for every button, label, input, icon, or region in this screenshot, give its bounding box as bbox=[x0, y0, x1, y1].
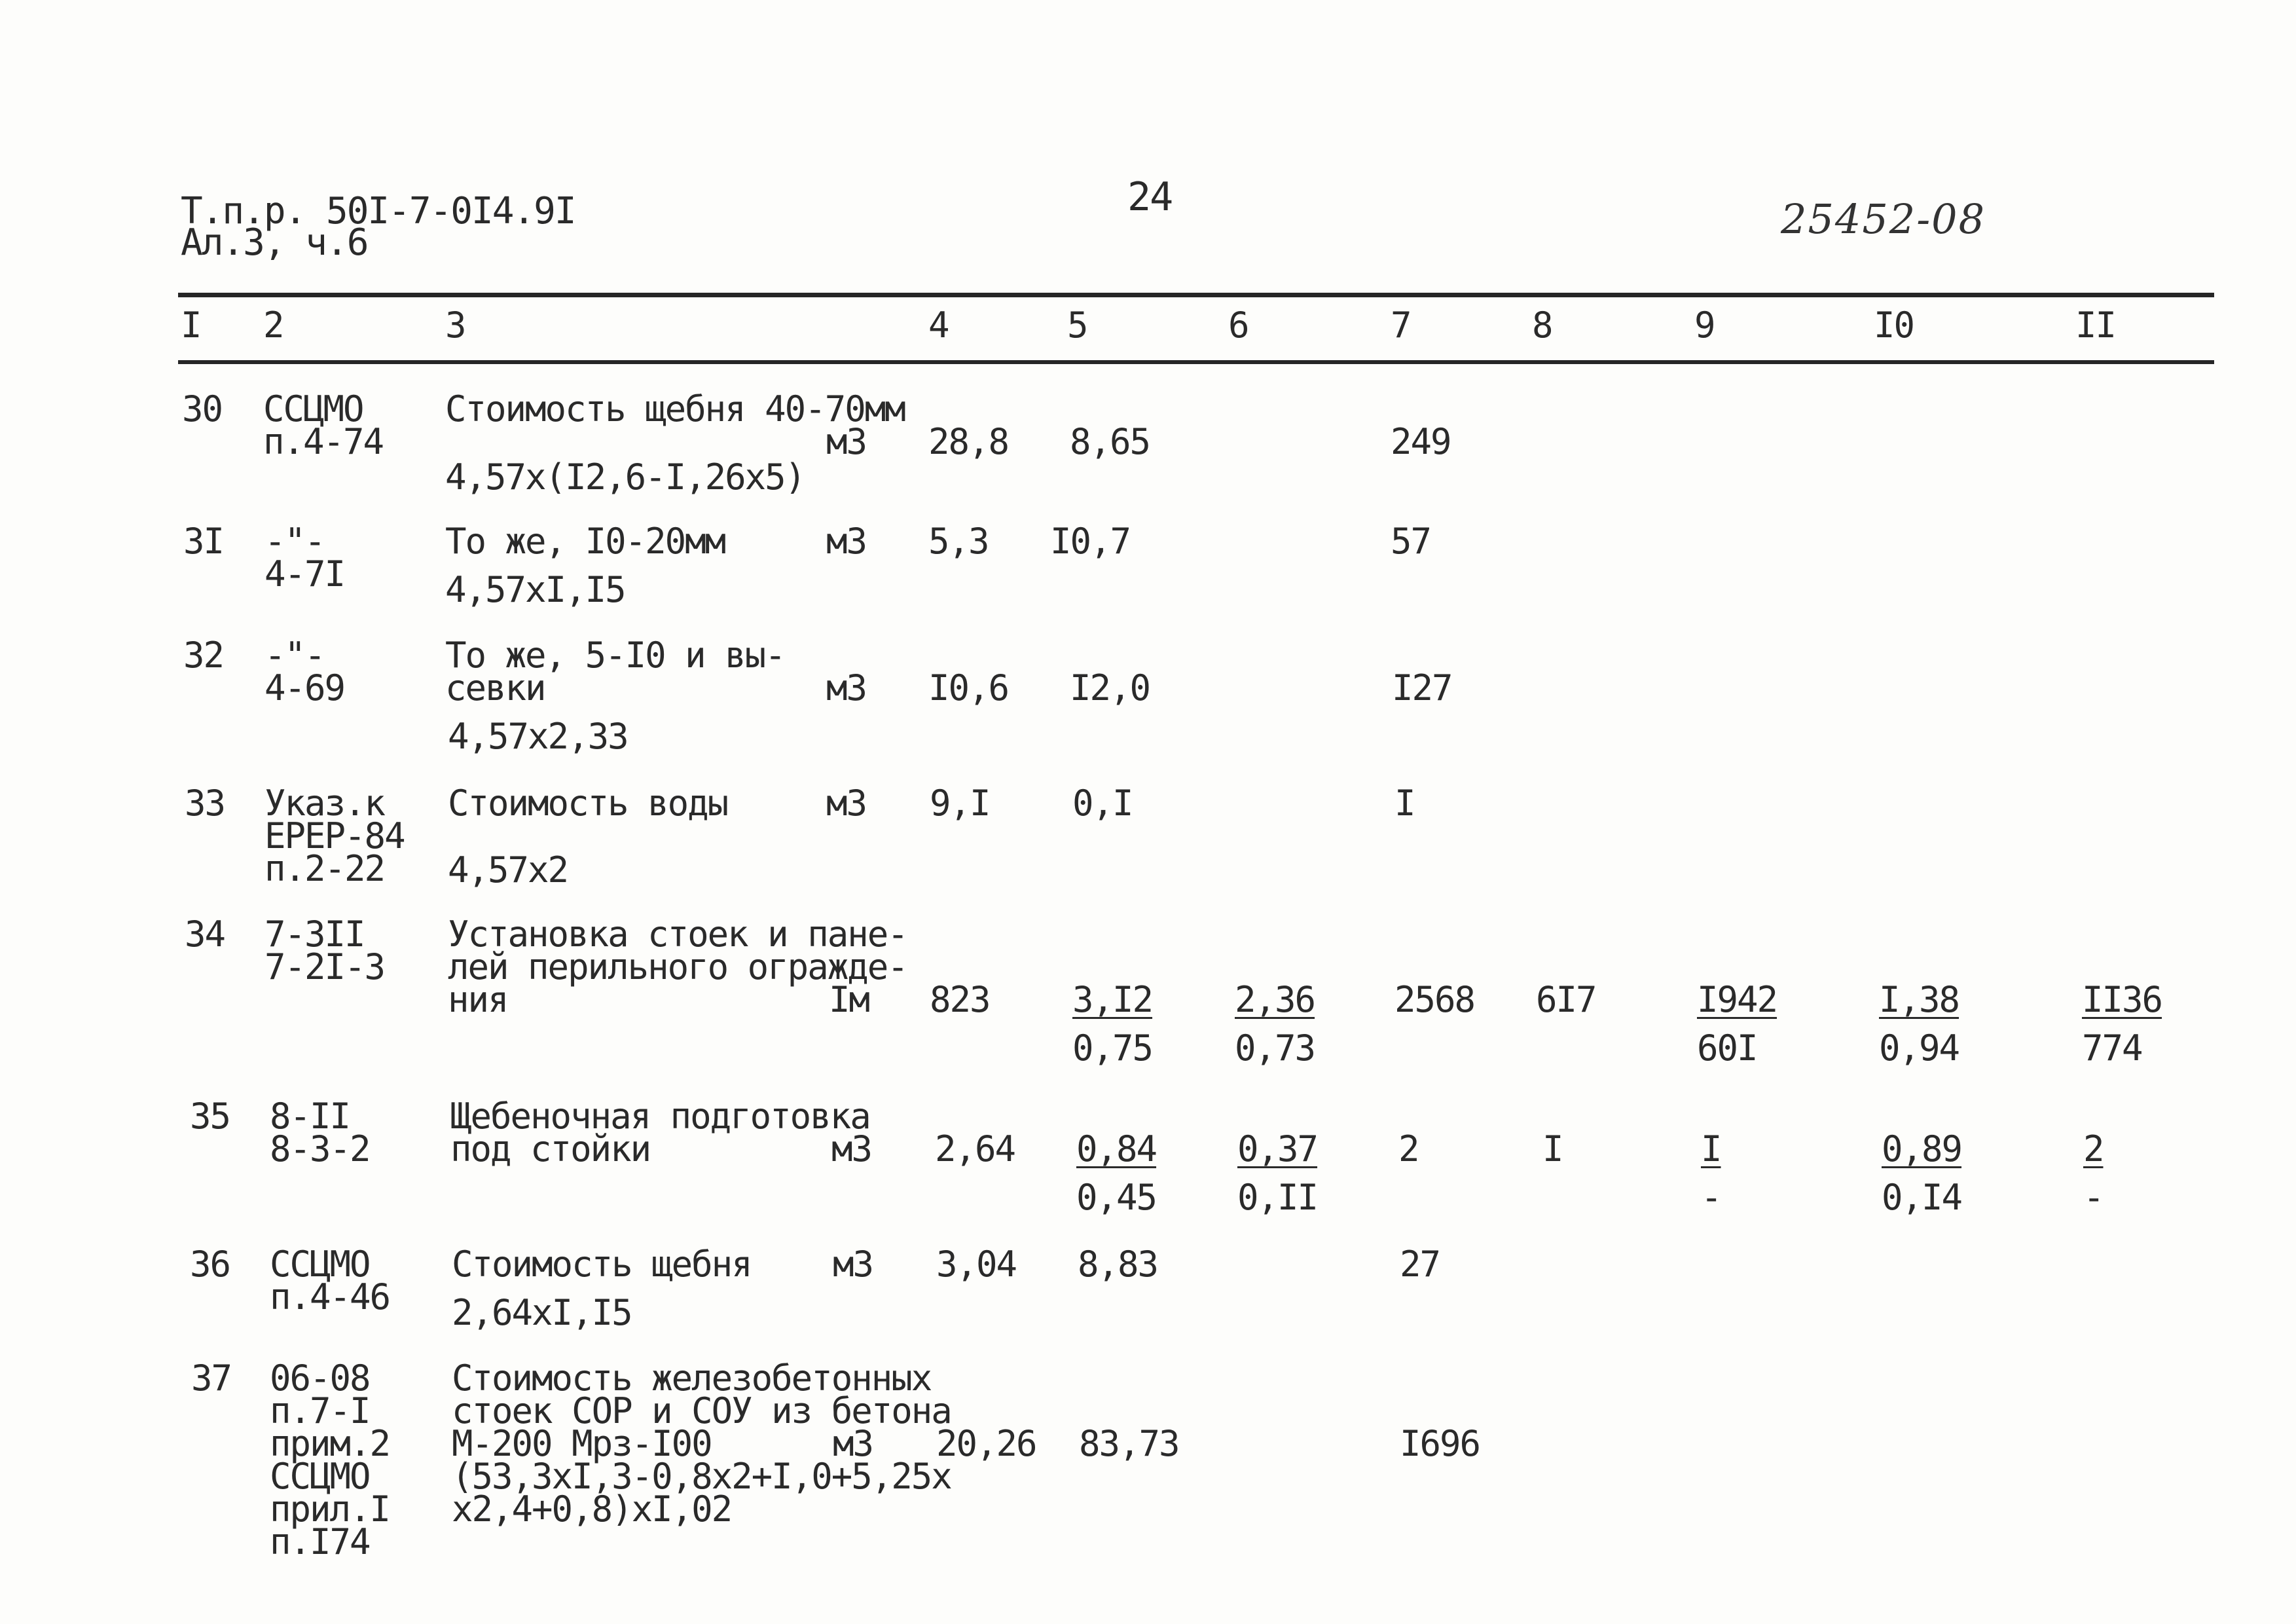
row-number: 34 bbox=[185, 913, 225, 955]
row-code-line: прил.I bbox=[270, 1488, 390, 1530]
row-code-line: ССЦМО bbox=[263, 388, 363, 430]
row-quantity: 823 bbox=[930, 979, 990, 1020]
row-code-line: ССЦМО bbox=[270, 1456, 370, 1497]
row-description-line: Стоимость щебня bbox=[452, 1244, 752, 1285]
row-code-line: -"- bbox=[264, 635, 325, 676]
page-number: 24 bbox=[1127, 174, 1173, 220]
row-code-line: ССЦМО bbox=[270, 1244, 370, 1285]
column-header: II bbox=[2075, 304, 2116, 346]
stamp-number: 25452-08 bbox=[1781, 195, 1986, 243]
row-number: 32 bbox=[183, 635, 224, 676]
row-code-line: 7-2I-3 bbox=[264, 946, 385, 987]
row-code-line: 8-3-2 bbox=[270, 1128, 370, 1170]
row-total-cost: 2568 bbox=[1394, 979, 1475, 1020]
row-col6-top: 0,37 bbox=[1237, 1128, 1318, 1170]
row-formula: 4,57х2,33 bbox=[448, 716, 628, 757]
album-reference: Ал.3, ч.6 bbox=[181, 221, 368, 264]
column-header: 5 bbox=[1067, 304, 1087, 346]
row-code-line: п.2-22 bbox=[264, 848, 385, 889]
row-col10-bottom: 0,94 bbox=[1879, 1027, 1959, 1069]
row-quantity: 28,8 bbox=[928, 421, 1009, 462]
row-unit: м3 bbox=[826, 521, 867, 562]
row-col9-top: I942 bbox=[1697, 979, 1777, 1020]
row-number: 35 bbox=[190, 1096, 230, 1137]
row-formula: 2,64хI,I5 bbox=[452, 1292, 632, 1333]
row-description-line: Стоимость железобетонных bbox=[452, 1357, 932, 1399]
row-code-line: Указ.к bbox=[264, 783, 385, 824]
row-col11-top: 2 bbox=[2083, 1128, 2104, 1170]
row-description-line: Щебеночная подготовка bbox=[450, 1096, 870, 1137]
column-header: 2 bbox=[263, 304, 283, 346]
row-col11-bottom: 774 bbox=[2082, 1027, 2142, 1069]
column-header: 4 bbox=[928, 304, 949, 346]
row-unit: Iм bbox=[829, 979, 869, 1020]
row-col11-top: II36 bbox=[2082, 979, 2162, 1020]
row-col8: I bbox=[1542, 1128, 1563, 1170]
row-total-cost: 57 bbox=[1391, 521, 1431, 562]
row-description-line: под стойки bbox=[450, 1128, 651, 1170]
row-unit-cost: 83,73 bbox=[1079, 1423, 1179, 1464]
row-col10-top: 0,89 bbox=[1882, 1128, 1962, 1170]
row-total-cost: 2 bbox=[1398, 1128, 1419, 1170]
row-description-line: Установка стоек и пане- bbox=[448, 913, 907, 955]
row-number: 37 bbox=[191, 1357, 232, 1399]
row-col9-top: I bbox=[1701, 1128, 1721, 1170]
row-total-cost: I27 bbox=[1392, 667, 1452, 709]
row-unit: м3 bbox=[831, 1128, 872, 1170]
row-col5-top: 3,I2 bbox=[1072, 979, 1153, 1020]
row-code-line: -"- bbox=[264, 521, 325, 562]
row-description-line: (53,3хI,3-0,8х2+I,0+5,25х bbox=[452, 1456, 951, 1497]
row-col9-bottom: 60I bbox=[1697, 1027, 1757, 1069]
column-header: 3 bbox=[445, 304, 465, 346]
row-unit: м3 bbox=[826, 667, 867, 709]
table-header-rule bbox=[178, 360, 2214, 364]
row-col5-bottom: 0,45 bbox=[1076, 1177, 1157, 1218]
row-code-line: 06-08 bbox=[270, 1357, 370, 1399]
row-code-line: п.I74 bbox=[270, 1521, 370, 1562]
row-formula: 4,57хI,I5 bbox=[445, 569, 625, 610]
row-description-line: х2,4+0,8)хI,02 bbox=[452, 1488, 732, 1530]
row-col5-top: 0,84 bbox=[1076, 1128, 1157, 1170]
row-quantity: 9,I bbox=[930, 783, 990, 824]
row-description-line: стоек СОР и СОУ из бетона bbox=[452, 1390, 951, 1431]
row-quantity: 3,04 bbox=[936, 1244, 1017, 1285]
row-quantity: 2,64 bbox=[935, 1128, 1015, 1170]
row-code-line: п.7-I bbox=[270, 1390, 370, 1431]
column-header: 9 bbox=[1694, 304, 1715, 346]
row-col6-top: 2,36 bbox=[1235, 979, 1315, 1020]
row-col10-top: I,38 bbox=[1879, 979, 1959, 1020]
row-quantity: 20,26 bbox=[936, 1423, 1036, 1464]
row-unit: м3 bbox=[833, 1244, 873, 1285]
row-description-line: М-200 Мрз-I00 bbox=[452, 1423, 712, 1464]
row-quantity: I0,6 bbox=[928, 667, 1009, 709]
row-col5-bottom: 0,75 bbox=[1072, 1027, 1153, 1069]
row-quantity: 5,3 bbox=[928, 521, 989, 562]
row-description-line: Стоимость щебня 40-70мм bbox=[445, 388, 905, 430]
row-number: 30 bbox=[182, 388, 223, 430]
row-unit-cost: 8,83 bbox=[1078, 1244, 1158, 1285]
row-col11-bottom: - bbox=[2083, 1177, 2104, 1218]
row-unit-cost: I2,0 bbox=[1070, 667, 1150, 709]
row-code-line: п.4-46 bbox=[270, 1276, 390, 1318]
row-col6-bottom: 0,II bbox=[1237, 1177, 1318, 1218]
row-number: 33 bbox=[185, 783, 225, 824]
row-code-line: ЕРЕР-84 bbox=[264, 815, 405, 857]
row-unit: м3 bbox=[826, 783, 867, 824]
row-unit: м3 bbox=[826, 421, 867, 462]
row-description-line: Стоимость воды bbox=[448, 783, 728, 824]
row-total-cost: 27 bbox=[1400, 1244, 1440, 1285]
column-header: I bbox=[181, 304, 201, 346]
row-unit-cost: 8,65 bbox=[1070, 421, 1150, 462]
row-col9-bottom: - bbox=[1701, 1177, 1721, 1218]
row-description-line: ния bbox=[448, 979, 508, 1020]
row-formula: 4,57х(I2,6-I,26х5) bbox=[445, 456, 805, 498]
row-description-line: лей перильного огражде- bbox=[448, 946, 907, 987]
row-formula: 4,57х2 bbox=[448, 849, 568, 891]
table-top-rule bbox=[178, 293, 2214, 297]
row-number: 36 bbox=[190, 1244, 230, 1285]
row-description-line: То же, 5-I0 и вы- bbox=[445, 635, 785, 676]
column-header: 7 bbox=[1391, 304, 1411, 346]
row-total-cost: I696 bbox=[1400, 1423, 1480, 1464]
row-total-cost: 249 bbox=[1391, 421, 1451, 462]
row-unit: м3 bbox=[833, 1423, 873, 1464]
row-code-line: 8-II bbox=[270, 1096, 350, 1137]
row-code-line: 7-3II bbox=[264, 913, 365, 955]
row-col8: 6I7 bbox=[1536, 979, 1596, 1020]
row-col6-bottom: 0,73 bbox=[1235, 1027, 1315, 1069]
row-description-line: севки bbox=[445, 667, 545, 709]
row-code-line: п.4-74 bbox=[263, 421, 384, 462]
doc-code: Т.п.р. 50I-7-0I4.9I bbox=[181, 190, 575, 232]
column-header: 8 bbox=[1532, 304, 1552, 346]
row-unit-cost: I0,7 bbox=[1050, 521, 1131, 562]
row-code-line: 4-7I bbox=[264, 553, 345, 595]
row-total-cost: I bbox=[1394, 783, 1415, 824]
column-header: 6 bbox=[1228, 304, 1248, 346]
row-col10-bottom: 0,I4 bbox=[1882, 1177, 1962, 1218]
row-code-line: 4-69 bbox=[264, 667, 345, 709]
row-description-line: То же, I0-20мм bbox=[445, 521, 725, 562]
row-code-line: прим.2 bbox=[270, 1423, 390, 1464]
row-number: 3I bbox=[183, 521, 224, 562]
column-header: I0 bbox=[1874, 304, 1914, 346]
row-unit-cost: 0,I bbox=[1072, 783, 1133, 824]
